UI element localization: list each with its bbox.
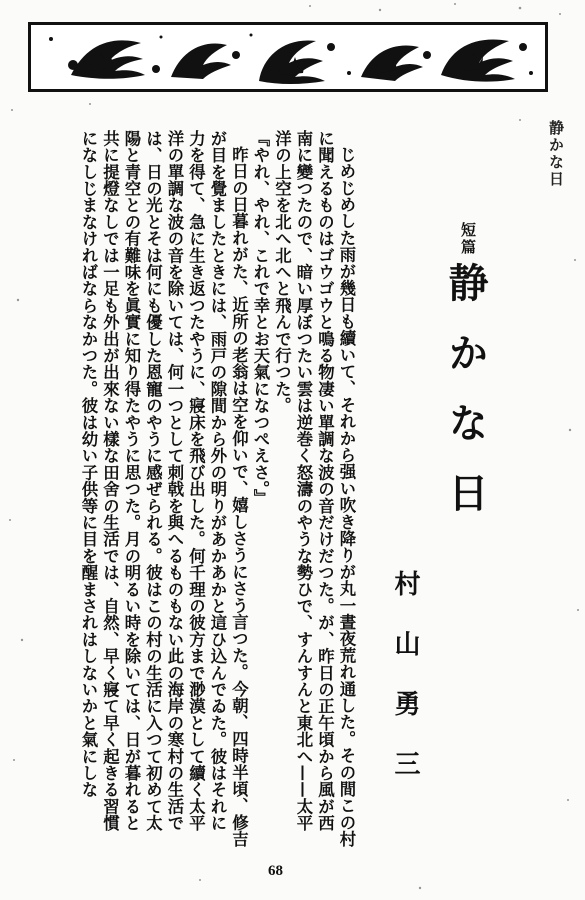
paragraph-opening: じめじめした雨が幾日も續いて、それから强い吹き降りが丸一晝夜荒れ通した。その間この村に聞えるものはゴウゴウと鳴る物凄い單調な波の音だけだつた。が、昨日の正午頃から風が西南に變つたので、暗い厚ぼつたい雲は逆巻く怒濤のやうな勢ひで、すんすんと東北へ——太平洋の上空を北へ北へと飛んで行つた。: [272, 130, 356, 848]
paragraph-dialogue: 『やれ、やれ、これで幸とお天氣になつぺえさ。』: [251, 130, 270, 506]
fern-ornament-icon: [31, 25, 545, 89]
ornamental-header-banner: [28, 22, 548, 92]
story-body: [27, 130, 357, 848]
page-number: 68: [268, 863, 283, 879]
running-head: 静かな日: [547, 120, 565, 188]
author-name: 村山勇三: [390, 570, 420, 810]
paragraph-morning: 昨日の日暮れがた、近所の老翁は空を仰いで、嬉しさうにさう言つた。今朝、四時半頃、修吉が目を覺ましたときには、雨戸の隙間から外の明りがあかあかと這ひ込んでゐた。彼はそれに力を得て、急に生き返つたやうに、寢床を飛び出した。何千理の彼方まで渺漠として續く太平洋の單調な波の音を除いては、何一つとして刺戟を與へるものもない此の海岸の寒村の生活では、日の光とそは何にも優した恩寵のやうに感ぜられる。彼はこの村の生活に入つて初めて太陽と青空との有難味を眞實に知り得たやうに思つた。月の明るい時を除いては、日が暮れると共に提燈なしでは一足も外出が出來ない樣な田舍の生活では、自然、早く寢て早く起きる習慣になしじまなければならなかつた。彼は幼い子供等に目を醒まされはしないかと氣にしな: [79, 130, 249, 848]
genre-label: 短篇: [459, 222, 477, 256]
story-title: 静かな日: [442, 262, 489, 542]
